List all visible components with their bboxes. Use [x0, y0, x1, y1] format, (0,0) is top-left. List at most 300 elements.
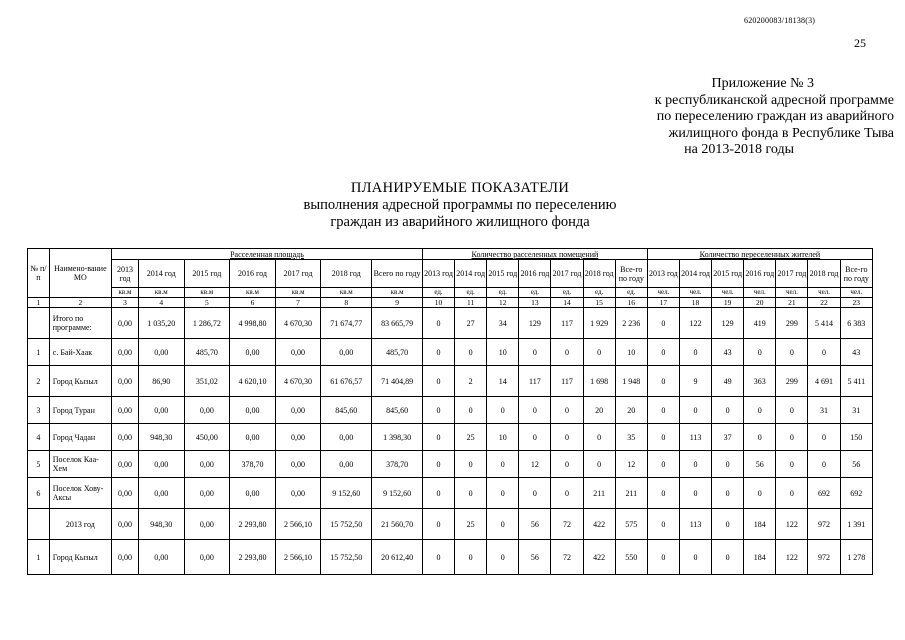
- table-cell: 31: [808, 397, 840, 424]
- column-number: 17: [647, 298, 679, 308]
- table-cell: 5 411: [840, 366, 872, 397]
- year-header: 2016 год: [230, 260, 276, 288]
- table-cell: 71 404,89: [372, 366, 423, 397]
- document-code: 620200083/18138(3): [744, 16, 816, 25]
- table-row: [28, 424, 873, 451]
- table-cell: 72: [551, 540, 583, 575]
- column-number: 9: [372, 298, 423, 308]
- table-cell: 0: [744, 397, 776, 424]
- table-cell: 0,00: [111, 424, 138, 451]
- table-cell: 0: [422, 366, 454, 397]
- column-number: 14: [551, 298, 583, 308]
- table-cell: 0,00: [230, 339, 276, 366]
- appendix-title: Приложение № 3: [711, 76, 814, 91]
- year-header: 2014 год: [138, 260, 184, 288]
- table-cell: 0: [647, 397, 679, 424]
- table-cell: 0: [744, 478, 776, 509]
- table-cell: 2 293,80: [230, 540, 276, 575]
- row-municipality-name: Город Туран: [49, 397, 111, 424]
- unit-header: кв.м: [138, 288, 184, 298]
- unit-header: ед.: [615, 288, 647, 298]
- table-cell: 845,60: [372, 397, 423, 424]
- table-cell: 299: [776, 366, 808, 397]
- row-municipality-name: Город Чадан: [49, 424, 111, 451]
- table-cell: 113: [679, 424, 711, 451]
- table-cell: 27: [455, 308, 487, 339]
- unit-header: кв.м: [275, 288, 321, 298]
- heading-title: ПЛАНИРУЕМЫЕ ПОКАЗАТЕЛИ: [350, 180, 570, 196]
- table-cell: 692: [840, 478, 872, 509]
- table-cell: 972: [808, 509, 840, 540]
- table-cell: 0: [487, 397, 519, 424]
- table-cell: 0: [744, 339, 776, 366]
- unit-header: чел.: [712, 288, 744, 298]
- table-cell: 9: [679, 366, 711, 397]
- year-header: Все-го по году: [840, 260, 872, 288]
- table-cell: 71 674,77: [321, 308, 372, 339]
- year-header: 2015 год: [487, 260, 519, 288]
- table-cell: 10: [487, 424, 519, 451]
- unit-header: чел.: [840, 288, 872, 298]
- column-number: 23: [840, 298, 872, 308]
- table-cell: 0: [647, 478, 679, 509]
- table-cell: 122: [776, 540, 808, 575]
- table-cell: 21 560,70: [372, 509, 423, 540]
- year-header: 2016 год: [519, 260, 551, 288]
- table-cell: 0,00: [138, 478, 184, 509]
- table-cell: 299: [776, 308, 808, 339]
- table-cell: 14: [487, 366, 519, 397]
- unit-header: ед.: [583, 288, 615, 298]
- table-cell: 83 665,79: [372, 308, 423, 339]
- table-cell: 1 948: [615, 366, 647, 397]
- table-cell: 9 152,60: [321, 478, 372, 509]
- table-cell: 20: [615, 397, 647, 424]
- table-cell: 2 566,10: [275, 540, 321, 575]
- table-cell: 0: [679, 339, 711, 366]
- table-cell: 0,00: [138, 339, 184, 366]
- table-cell: 0: [647, 540, 679, 575]
- year-header: 2017 год: [275, 260, 321, 288]
- table-cell: 0,00: [230, 478, 276, 509]
- col-header-no: № п/п: [28, 249, 50, 298]
- table-cell: 0,00: [111, 540, 138, 575]
- table-cell: 129: [519, 308, 551, 339]
- table-cell: 4 691: [808, 366, 840, 397]
- heading-subtitle: граждан из аварийного жилищного фонда: [330, 214, 590, 230]
- table-cell: 0,00: [275, 424, 321, 451]
- unit-header: кв.м: [184, 288, 230, 298]
- unit-header: чел.: [808, 288, 840, 298]
- year-header: 2017 год: [551, 260, 583, 288]
- column-number: 16: [615, 298, 647, 308]
- table-cell: 0: [487, 478, 519, 509]
- table-cell: 211: [583, 478, 615, 509]
- table-cell: 0: [551, 424, 583, 451]
- table-cell: 56: [840, 451, 872, 478]
- table-cell: 35: [615, 424, 647, 451]
- table-cell: 948,30: [138, 509, 184, 540]
- table-cell: 0: [487, 509, 519, 540]
- column-number: 1: [28, 298, 50, 308]
- table-cell: 61 676,57: [321, 366, 372, 397]
- table-cell: 0: [712, 540, 744, 575]
- table-cell: 56: [519, 540, 551, 575]
- table-cell: 1 929: [583, 308, 615, 339]
- table-cell: 184: [744, 509, 776, 540]
- table-cell: 0: [551, 451, 583, 478]
- group-header-area: Расселенная площадь: [111, 249, 422, 260]
- table-cell: 0: [647, 366, 679, 397]
- row-number: 2: [28, 366, 50, 397]
- table-cell: 422: [583, 509, 615, 540]
- unit-header: ед.: [551, 288, 583, 298]
- row-municipality-name: Город Кызыл: [49, 540, 111, 575]
- column-number: 13: [519, 298, 551, 308]
- table-cell: 6 383: [840, 308, 872, 339]
- table-cell: 0: [422, 451, 454, 478]
- row-number: 3: [28, 397, 50, 424]
- table-cell: 0,00: [111, 451, 138, 478]
- table-cell: 25: [455, 509, 487, 540]
- table-group-header-row: [28, 249, 873, 260]
- table-cell: 0: [776, 478, 808, 509]
- table-cell: 2 236: [615, 308, 647, 339]
- column-number: 15: [583, 298, 615, 308]
- table-cell: 15 752,50: [321, 540, 372, 575]
- unit-header: чел.: [679, 288, 711, 298]
- table-cell: 0: [647, 308, 679, 339]
- table-cell: 485,70: [184, 339, 230, 366]
- column-number: 3: [111, 298, 138, 308]
- table-cell: 0,00: [111, 478, 138, 509]
- unit-header: кв.м: [111, 288, 138, 298]
- table-row: [28, 339, 873, 366]
- table-cell: 43: [840, 339, 872, 366]
- table-cell: 0: [455, 397, 487, 424]
- table-cell: 0: [679, 478, 711, 509]
- column-number: 19: [712, 298, 744, 308]
- table-cell: 113: [679, 509, 711, 540]
- table-cell: 1 278: [840, 540, 872, 575]
- table-cell: 0: [679, 451, 711, 478]
- table-cell: 550: [615, 540, 647, 575]
- table-cell: 0: [647, 509, 679, 540]
- year-header: 2018 год: [321, 260, 372, 288]
- unit-header: кв.м: [372, 288, 423, 298]
- unit-header: чел.: [647, 288, 679, 298]
- table-cell: 2 293,80: [230, 509, 276, 540]
- page-heading: [200, 180, 720, 231]
- table-cell: 0,00: [111, 339, 138, 366]
- table-cell: 0: [712, 478, 744, 509]
- year-header: 2018 год: [808, 260, 840, 288]
- table-column-numbers-row: [28, 298, 873, 308]
- appendix-line: жилищного фонда в Республике Тыва: [668, 125, 894, 141]
- table-cell: 0: [422, 509, 454, 540]
- table-cell: 0,00: [111, 308, 138, 339]
- table-cell: 37: [712, 424, 744, 451]
- appendix-line: по переселению граждан из аварийного: [656, 109, 894, 124]
- table-cell: 184: [744, 540, 776, 575]
- table-cell: 0,00: [111, 509, 138, 540]
- row-number: 1: [28, 339, 50, 366]
- table-cell: 117: [551, 366, 583, 397]
- table-cell: 351,02: [184, 366, 230, 397]
- table-row: [28, 478, 873, 509]
- table-cell: 0,00: [184, 478, 230, 509]
- table-cell: 0,00: [184, 451, 230, 478]
- table-cell: 0,00: [230, 397, 276, 424]
- table-cell: 0: [422, 540, 454, 575]
- table-row: [28, 451, 873, 478]
- table-cell: 0,00: [138, 397, 184, 424]
- table-units-row: [28, 288, 873, 298]
- year-header: 2018 год: [583, 260, 615, 288]
- unit-header: чел.: [776, 288, 808, 298]
- group-header-residents: Количество переселенных жителей: [647, 249, 872, 260]
- table-cell: 0: [776, 339, 808, 366]
- year-header: 2013 год: [422, 260, 454, 288]
- row-municipality-name: с. Бай-Хаак: [49, 339, 111, 366]
- table-cell: 129: [712, 308, 744, 339]
- table-cell: 86,90: [138, 366, 184, 397]
- table-cell: 0,00: [111, 366, 138, 397]
- table-cell: 122: [776, 509, 808, 540]
- row-number: [28, 509, 50, 540]
- table-cell: 117: [519, 366, 551, 397]
- table-cell: 0: [679, 397, 711, 424]
- table-cell: 1 698: [583, 366, 615, 397]
- table-cell: 20 612,40: [372, 540, 423, 575]
- table-cell: 0: [679, 540, 711, 575]
- table-cell: 378,70: [230, 451, 276, 478]
- table-cell: 363: [744, 366, 776, 397]
- table-cell: 10: [615, 339, 647, 366]
- table-cell: 0: [551, 339, 583, 366]
- unit-header: кв.м: [230, 288, 276, 298]
- table-cell: 0: [776, 424, 808, 451]
- year-header: 2013 год: [111, 260, 138, 288]
- table-cell: 1 398,30: [372, 424, 423, 451]
- table-cell: 0: [455, 339, 487, 366]
- table-cell: 0,00: [184, 397, 230, 424]
- table-cell: 0,00: [275, 397, 321, 424]
- table-cell: 4 670,30: [275, 366, 321, 397]
- table-cell: 10: [487, 339, 519, 366]
- row-number: [28, 308, 50, 339]
- table-cell: 4 998,80: [230, 308, 276, 339]
- table-cell: 450,00: [184, 424, 230, 451]
- unit-header: чел.: [744, 288, 776, 298]
- table-cell: 25: [455, 424, 487, 451]
- table-cell: 0: [776, 397, 808, 424]
- table-cell: 0: [712, 509, 744, 540]
- table-cell: 5 414: [808, 308, 840, 339]
- table-cell: 0,00: [275, 451, 321, 478]
- year-header: 2015 год: [712, 260, 744, 288]
- column-number: 18: [679, 298, 711, 308]
- row-municipality-name: Поселок Хову-Аксы: [49, 478, 111, 509]
- table-cell: 117: [551, 308, 583, 339]
- table-cell: 122: [679, 308, 711, 339]
- year-header: Все-го по году: [615, 260, 647, 288]
- heading-subtitle: выполнения адресной программы по переселению: [303, 197, 617, 213]
- table-cell: 845,60: [321, 397, 372, 424]
- table-cell: 0: [551, 478, 583, 509]
- table-cell: 0: [647, 451, 679, 478]
- column-number: 7: [275, 298, 321, 308]
- table-cell: 0: [808, 451, 840, 478]
- unit-header: ед.: [422, 288, 454, 298]
- table-cell: 0: [647, 339, 679, 366]
- table-cell: 49: [712, 366, 744, 397]
- table-cell: 575: [615, 509, 647, 540]
- table-cell: 972: [808, 540, 840, 575]
- table-cell: 31: [840, 397, 872, 424]
- table-cell: 0: [422, 478, 454, 509]
- group-header-rooms: Количество расселенных помещений: [422, 249, 647, 260]
- table-cell: 0: [422, 397, 454, 424]
- appendix-line: на 2013-2018 годы: [684, 142, 794, 157]
- year-header: 2014 год: [455, 260, 487, 288]
- unit-header: ед.: [519, 288, 551, 298]
- year-header: Всего по году: [372, 260, 423, 288]
- table-cell: 1 035,20: [138, 308, 184, 339]
- table-cell: 692: [808, 478, 840, 509]
- column-number: 4: [138, 298, 184, 308]
- row-municipality-name: Поселок Каа-Хем: [49, 451, 111, 478]
- table-cell: 0: [455, 540, 487, 575]
- table-cell: 12: [519, 451, 551, 478]
- table-cell: 0: [776, 451, 808, 478]
- row-number: 4: [28, 424, 50, 451]
- table-cell: 0: [712, 397, 744, 424]
- table-cell: 56: [519, 509, 551, 540]
- table-cell: 0: [744, 424, 776, 451]
- row-number: 6: [28, 478, 50, 509]
- indicators-table: [27, 248, 873, 575]
- table-cell: 0: [422, 339, 454, 366]
- table-cell: 0,00: [275, 478, 321, 509]
- table-cell: 0: [808, 339, 840, 366]
- column-number: 5: [184, 298, 230, 308]
- row-number: 5: [28, 451, 50, 478]
- table-cell: 211: [615, 478, 647, 509]
- table-cell: 0: [422, 424, 454, 451]
- table-cell: 2: [455, 366, 487, 397]
- table-cell: 9 152,60: [372, 478, 423, 509]
- table-cell: 0,00: [230, 424, 276, 451]
- table-cell: 0: [519, 424, 551, 451]
- table-cell: 948,30: [138, 424, 184, 451]
- page-number: 25: [854, 36, 866, 50]
- unit-header: ед.: [455, 288, 487, 298]
- table-cell: 0: [647, 424, 679, 451]
- table-cell: 0: [583, 339, 615, 366]
- table-cell: 15 752,50: [321, 509, 372, 540]
- table-cell: 4 620,10: [230, 366, 276, 397]
- year-header: 2016 год: [744, 260, 776, 288]
- year-header: 2014 год: [679, 260, 711, 288]
- table-cell: 0,00: [321, 451, 372, 478]
- table-row: [28, 509, 873, 540]
- table-cell: 0: [712, 451, 744, 478]
- table-row: [28, 397, 873, 424]
- year-header: 2017 год: [776, 260, 808, 288]
- table-cell: 150: [840, 424, 872, 451]
- table-row: [28, 540, 873, 575]
- table-cell: 0: [422, 308, 454, 339]
- row-municipality-name: Город Кызыл: [49, 366, 111, 397]
- unit-header: ед.: [487, 288, 519, 298]
- table-cell: 0: [455, 478, 487, 509]
- table-cell: 422: [583, 540, 615, 575]
- table-cell: 485,70: [372, 339, 423, 366]
- unit-header: кв.м: [321, 288, 372, 298]
- table-cell: 0,00: [184, 509, 230, 540]
- table-cell: 0,00: [275, 339, 321, 366]
- table-cell: 43: [712, 339, 744, 366]
- table-cell: 0: [808, 424, 840, 451]
- table-years-row: [28, 260, 873, 288]
- table-cell: 0,00: [321, 424, 372, 451]
- table-cell: 0: [487, 451, 519, 478]
- appendix-line: к республиканской адресной программе: [654, 92, 894, 108]
- row-municipality-name: 2013 год: [49, 509, 111, 540]
- row-municipality-name: Итого по программе:: [49, 308, 111, 339]
- column-number: 21: [776, 298, 808, 308]
- year-header: 2013 год: [647, 260, 679, 288]
- table-row: [28, 308, 873, 339]
- appendix-block: [580, 76, 894, 159]
- table-cell: 1 286,72: [184, 308, 230, 339]
- table-cell: 1 391: [840, 509, 872, 540]
- table-row: [28, 366, 873, 397]
- table-cell: 0: [551, 397, 583, 424]
- table-cell: 0,00: [321, 339, 372, 366]
- table-cell: 0,00: [184, 540, 230, 575]
- table-cell: 0: [583, 424, 615, 451]
- table-cell: 0,00: [138, 451, 184, 478]
- column-number: 20: [744, 298, 776, 308]
- column-number: 8: [321, 298, 372, 308]
- column-number: 6: [230, 298, 276, 308]
- table-cell: 20: [583, 397, 615, 424]
- table-cell: 4 670,30: [275, 308, 321, 339]
- column-number: 2: [49, 298, 111, 308]
- table-cell: 0: [519, 339, 551, 366]
- table-cell: 0: [519, 478, 551, 509]
- table-cell: 12: [615, 451, 647, 478]
- column-number: 11: [455, 298, 487, 308]
- table-cell: 56: [744, 451, 776, 478]
- table-cell: 378,70: [372, 451, 423, 478]
- table-cell: 0: [455, 451, 487, 478]
- table-cell: 34: [487, 308, 519, 339]
- table-cell: 0,00: [111, 397, 138, 424]
- row-number: 1: [28, 540, 50, 575]
- column-number: 12: [487, 298, 519, 308]
- col-header-name: Наимено-вание МО: [49, 249, 111, 298]
- table-cell: 0: [583, 451, 615, 478]
- column-number: 10: [422, 298, 454, 308]
- column-number: 22: [808, 298, 840, 308]
- year-header: 2015 год: [184, 260, 230, 288]
- table-cell: 0: [487, 540, 519, 575]
- table-cell: 2 566,10: [275, 509, 321, 540]
- table-cell: 0: [519, 397, 551, 424]
